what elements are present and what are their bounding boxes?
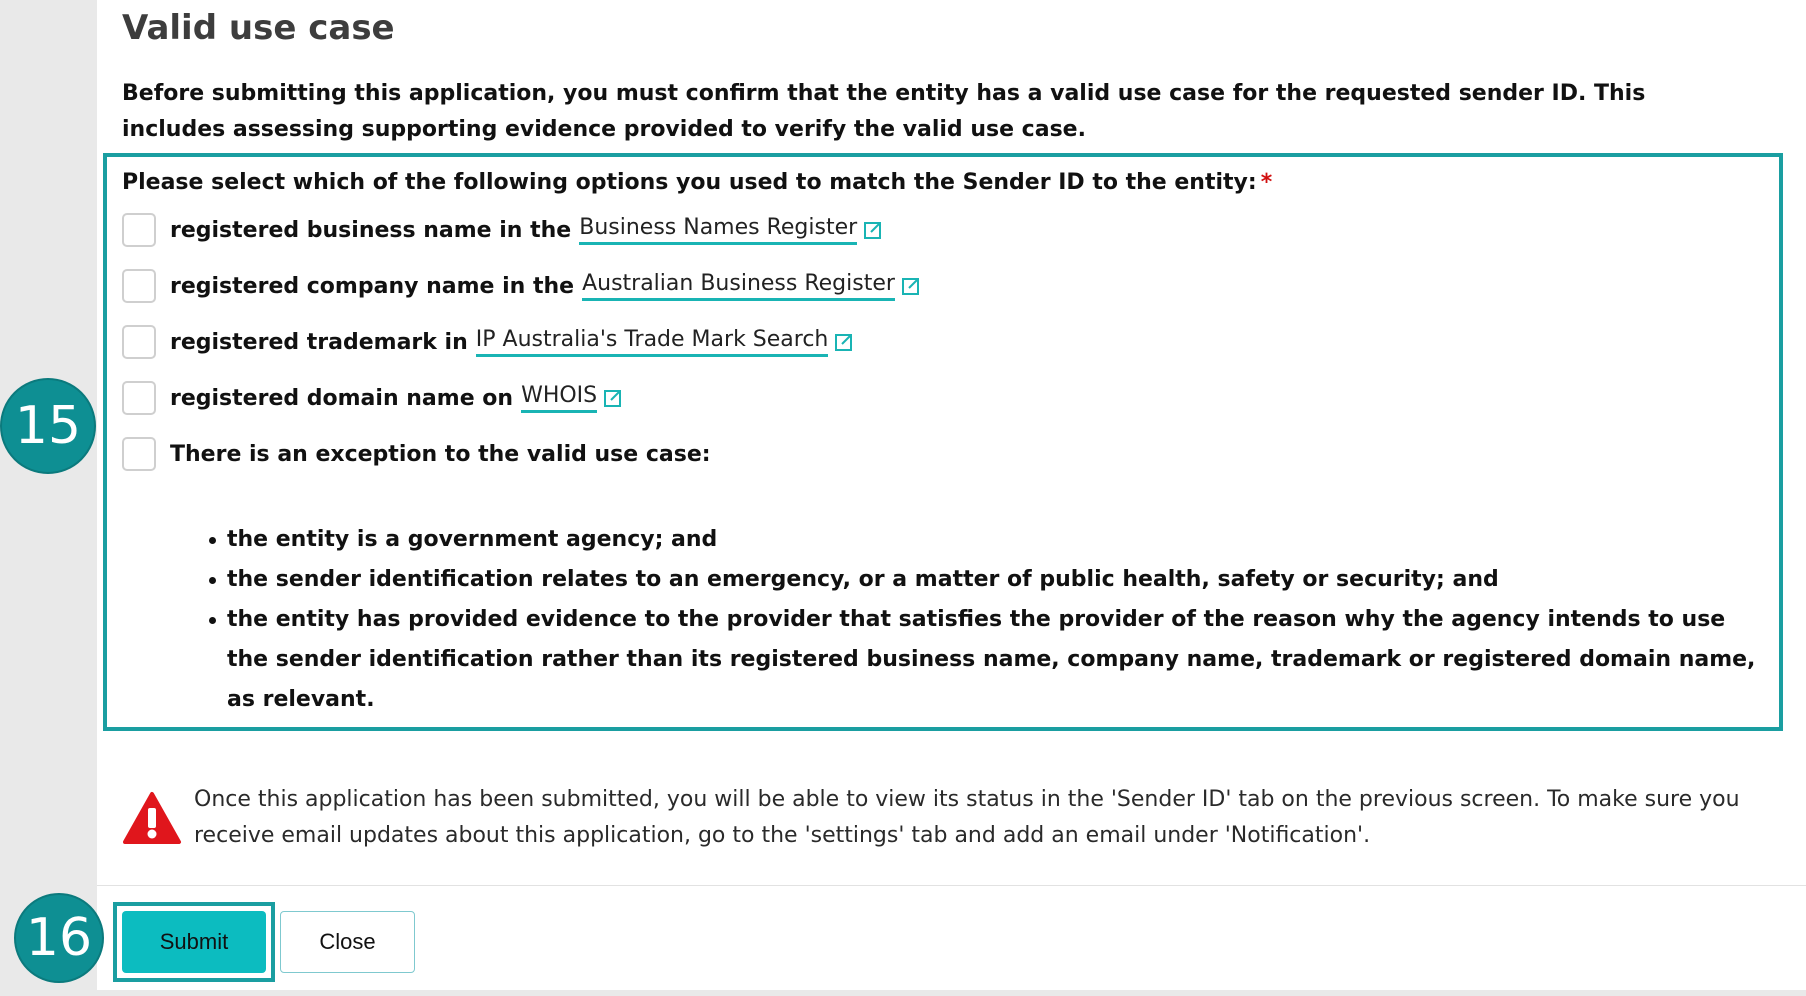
options-question bbox=[122, 170, 1272, 195]
required-marker: * bbox=[1260, 170, 1273, 195]
list-item: the sender identification relates to an emergency, or a matter of public health, safety or security; and bbox=[207, 560, 1767, 600]
option-label: registered business name in the bbox=[170, 217, 572, 243]
step-callout-15: 15 bbox=[0, 378, 96, 474]
warning-text: Once this application has been submitted, you will be able to view its status in the 'Sender ID' tab on the previous screen. To make sure you receive email updates about this application, go to the 'settings' tab and add an email under 'Notification'. bbox=[194, 787, 1740, 848]
external-link-icon[interactable] bbox=[901, 276, 921, 296]
checkbox-domain-name[interactable] bbox=[122, 381, 156, 415]
checkbox-company-name[interactable] bbox=[122, 269, 156, 303]
section-title: Valid use case bbox=[122, 8, 395, 48]
whois-link[interactable]: WHOIS bbox=[521, 383, 597, 413]
step-callout-16: 16 bbox=[14, 893, 104, 983]
warning-triangle-icon bbox=[122, 790, 182, 846]
close-button[interactable]: Close bbox=[280, 911, 415, 973]
business-names-register-link[interactable]: Business Names Register bbox=[579, 215, 857, 245]
left-rail bbox=[0, 0, 97, 996]
option-label: registered company name in the bbox=[170, 273, 575, 299]
intro-text: Before submitting this application, you must confirm that the entity has a valid use case for the requested sender ID. This includes assessing supporting evidence provided to verify the valid use case. bbox=[122, 81, 1646, 142]
modal-content bbox=[97, 0, 1806, 996]
option-company-name[interactable] bbox=[122, 268, 921, 304]
submit-button[interactable]: Submit bbox=[122, 911, 266, 973]
option-exception[interactable] bbox=[122, 436, 711, 472]
option-label: registered trademark in bbox=[170, 329, 468, 355]
option-label: registered domain name on bbox=[170, 385, 514, 411]
option-business-names[interactable] bbox=[122, 212, 883, 248]
list-item: the entity has provided evidence to the provider that satisfies the provider of the reason why the agency intends to use the sender identification rather than its registered business name, company name, trademark or registered domain name, as relevant. bbox=[207, 600, 1767, 720]
external-link-icon[interactable] bbox=[603, 388, 623, 408]
option-trademark[interactable] bbox=[122, 324, 854, 360]
australian-business-register-link[interactable]: Australian Business Register bbox=[582, 271, 895, 301]
submission-warning bbox=[122, 782, 1762, 854]
exception-bullets bbox=[207, 520, 1767, 720]
trade-mark-search-link[interactable]: IP Australia's Trade Mark Search bbox=[476, 327, 829, 357]
option-domain-name[interactable] bbox=[122, 380, 623, 416]
footer-divider bbox=[97, 885, 1806, 886]
bottom-strip bbox=[97, 990, 1806, 996]
external-link-icon[interactable] bbox=[863, 220, 883, 240]
checkbox-trademark[interactable] bbox=[122, 325, 156, 359]
external-link-icon[interactable] bbox=[834, 332, 854, 352]
checkbox-business-names[interactable] bbox=[122, 213, 156, 247]
checkbox-exception[interactable] bbox=[122, 437, 156, 471]
option-label: There is an exception to the valid use case: bbox=[170, 441, 711, 467]
question-text: Please select which of the following options you used to match the Sender ID to the entity: bbox=[122, 170, 1257, 195]
list-item: the entity is a government agency; and bbox=[207, 520, 1767, 560]
